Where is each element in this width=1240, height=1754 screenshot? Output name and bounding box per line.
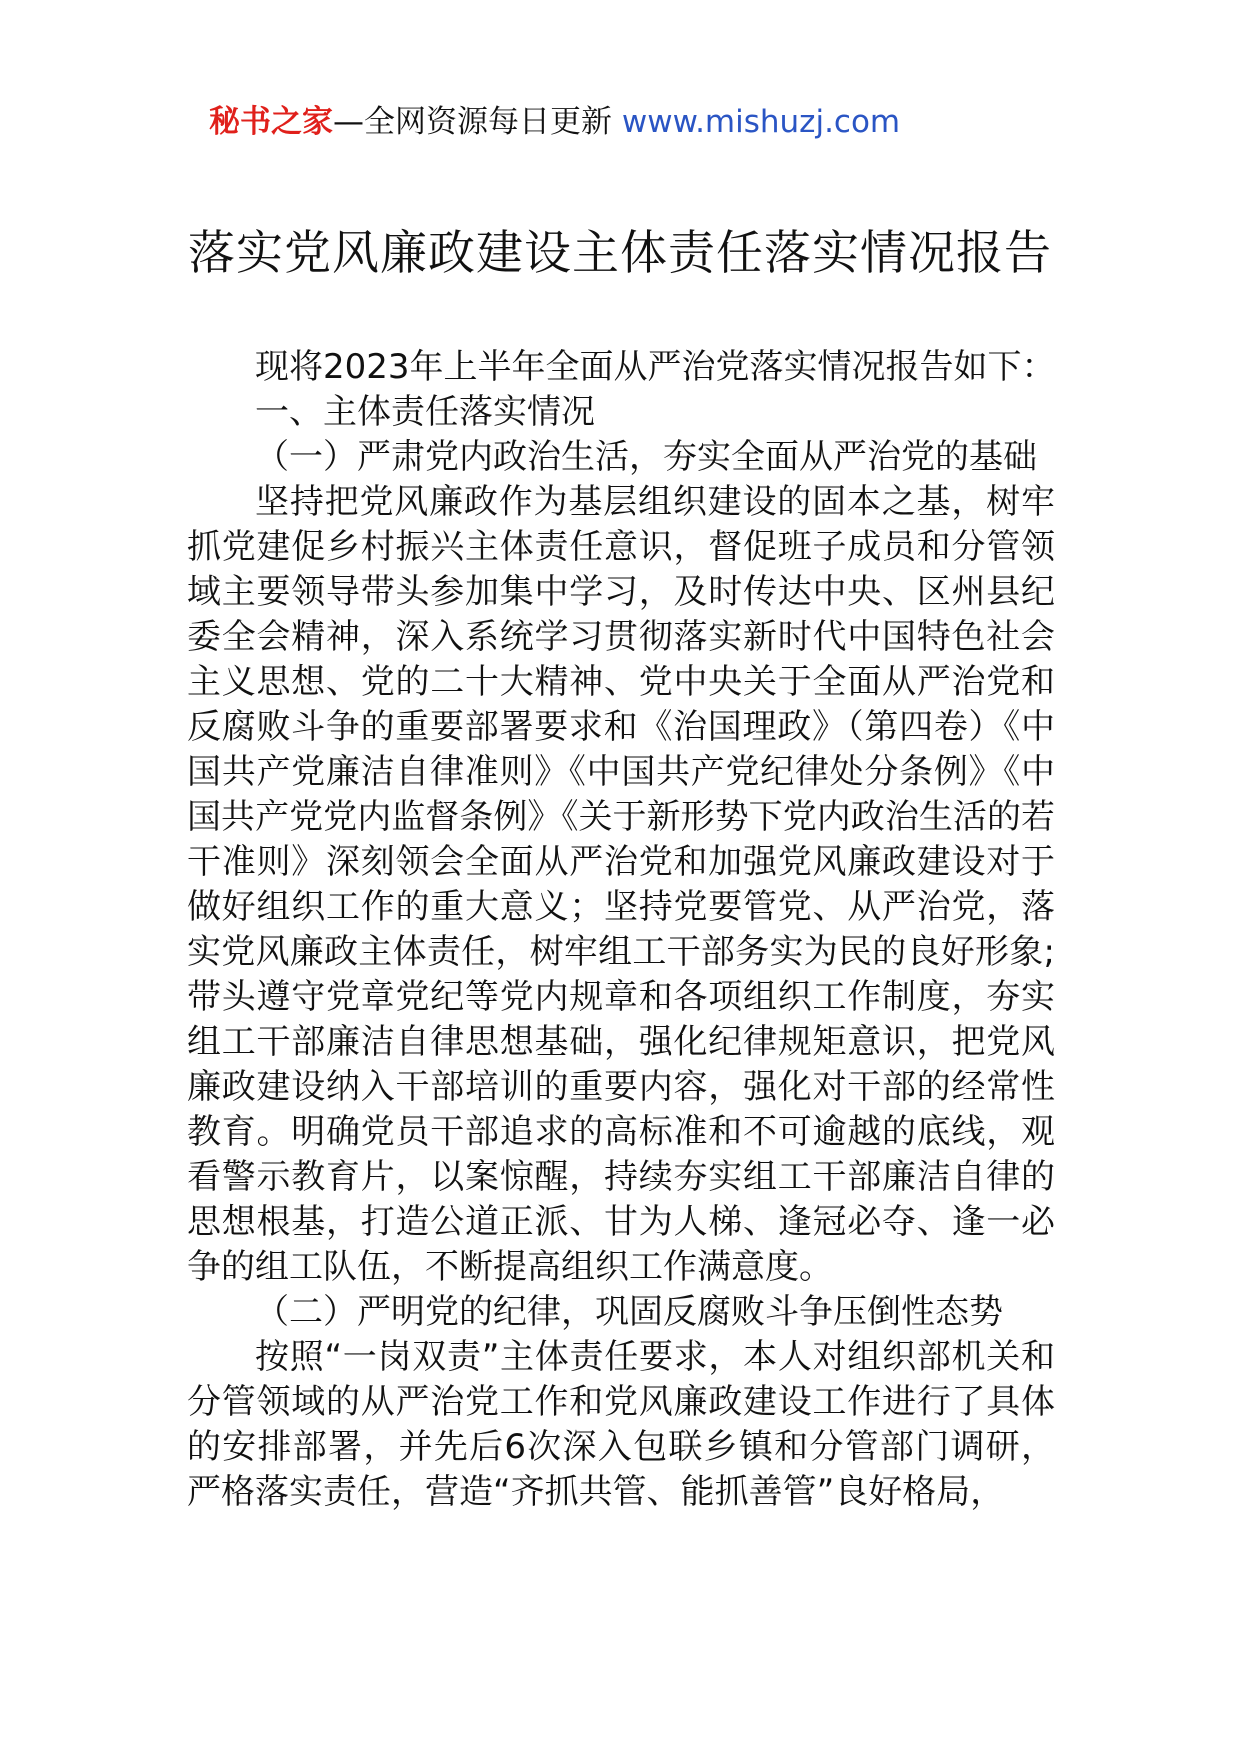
watermark-header xyxy=(209,100,900,144)
header-tagline: —全网资源每日更新 xyxy=(333,104,612,140)
subsection-heading: （二）严明党的纪律，巩固反腐败斗争压倒性态势 xyxy=(255,1292,1003,1332)
brand-name: 秘书之家 xyxy=(209,104,333,140)
intro-paragraph: 现将2023年上半年全面从严治党落实情况报告如下： xyxy=(255,347,1056,387)
subsection-heading: （一）严肃党内政治生活，夯实全面从严治党的基础 xyxy=(255,437,1037,477)
body-paragraph: 按照“一岗双责”主体责任要求，本人对组织部机关和分管领域的从严治党工作和党风廉政建设工作进行了具体的安排部署，并先后6次深入包联乡镇和分管部门调研，严格落实责任，营造“齐抓共管、能抓善管”良好格局， xyxy=(187,1337,1055,1512)
document-body xyxy=(187,345,1055,1515)
document-title: 落实党风廉政建设主体责任落实情况报告 xyxy=(188,226,1052,281)
site-url-link[interactable]: www.mishuzj.com xyxy=(621,104,901,140)
section-heading: 一、主体责任落实情况 xyxy=(255,392,595,432)
body-paragraph: 坚持把党风廉政作为基层组织建设的固本之基，树牢抓党建促乡村振兴主体责任意识，督促班子成员和分管领域主要领导带头参加集中学习，及时传达中央、区州县纪委全会精神，深入系统学习贯彻落实新时代中国特色社会主义思想、党的二十大精神、党中央关于全面从严治党和反腐败斗争的重要部署要求和《治国理政》（第四卷）《中国共产党廉洁自律准则》《中国共产党纪律处分条例》《中国共产党党内监督条例》《关于新形势下党内政治生活的若干准则》深刻领会全面从严治党和加强党风廉政建设对于做好组织工作的重大意义；坚持党要管党、从严治党，落实党风廉政主体责任，树牢组工干部务实为民的良好形象;带头遵守党章党纪等党内规章和各项组织工作制度，夯实组工干部廉洁自律思想基础，强化纪律规矩意识，把党风廉政建设纳入干部培训的重要内容，强化对干部的经常性教育。明确党员干部追求的高标准和不可逾越的底线，观看警示教育片，以案惊醒，持续夯实组工干部廉洁自律的思想根基，打造公道正派、甘为人梯、逢冠必夺、逢一必争的组工队伍，不断提高组织工作满意度。 xyxy=(187,482,1055,1287)
